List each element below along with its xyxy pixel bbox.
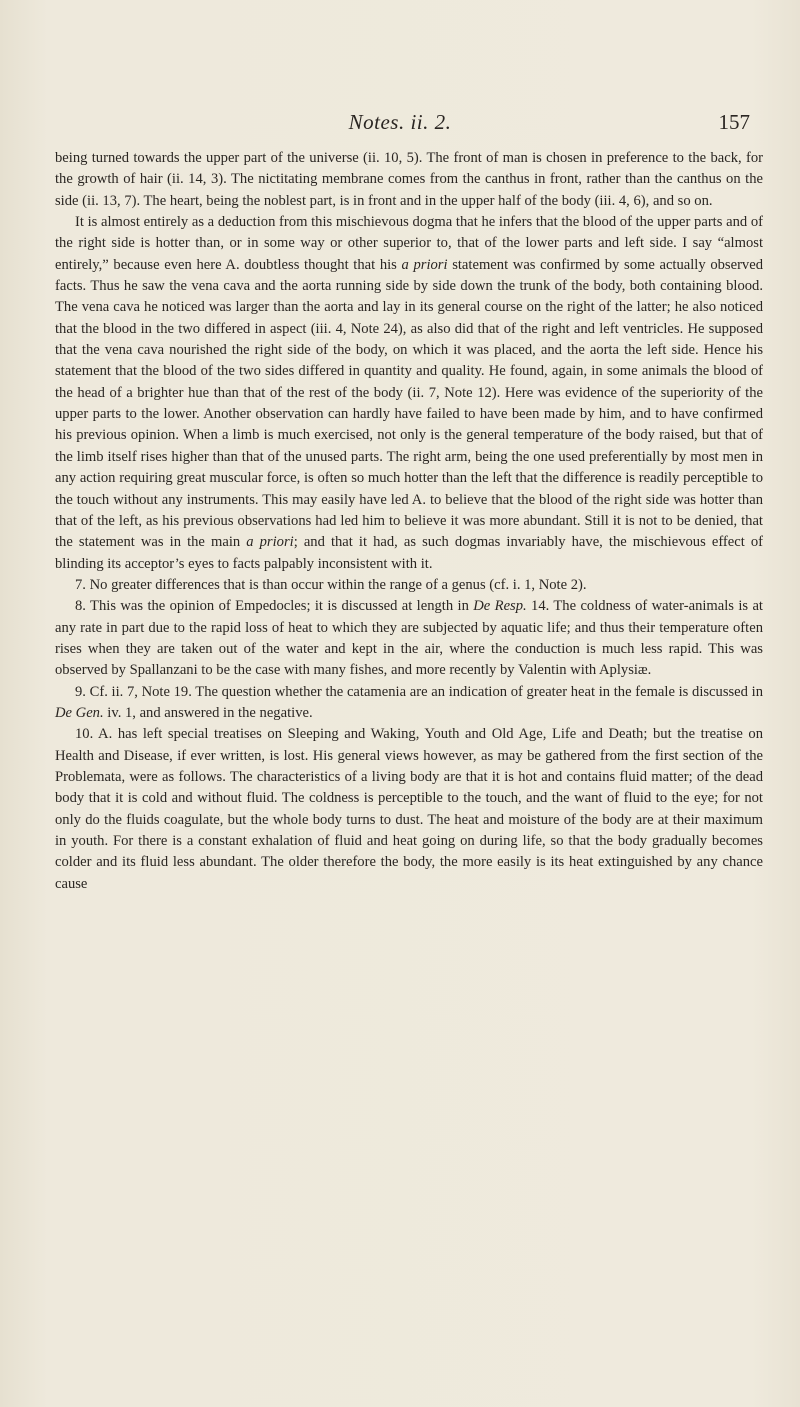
italic-reference: a priori (246, 534, 294, 551)
running-head (0, 110, 800, 140)
note-7: 7. No greater differences that is than occur within the range of a genus (cf. i. 1, Note 2). (75, 576, 587, 593)
paragraph-continuation: being turned towards the upper part of the universe (ii. 10, 5). The front of man is chosen in preference to the back, for the growth of hair (ii. 14, 3). The nictitating membrane comes from the canthus in front, rather than the canthus on the side (ii. 13, 7). The heart, being the noblest part, is in front and in the upper half of the body (iii. 4, 6), and so on. (55, 150, 763, 209)
paragraph-blood-dogma: It is almost entirely as a deduction from this mischievous dogma that he infers that the blood of the upper parts and of the right side is hotter than, or in some way or other superior to, that of the lower parts and left side. I say “almost entirely,” because even here A. doubtless thought that his a priori statement was confirmed by some actually observed facts. Thus he saw the vena cava and the aorta running side by side down the trunk of the body, both containing blood. The vena cava he noticed was larger than the aorta and lay in its general course on the right of the latter; he also noticed that the blood in the two differed in aspect (iii. 4, Note 24), as also did that of the right and left ventricles. He supposed that the vena cava nourished the right side of the body, on which it was placed, and the aorta the left side. Hence his statement that the blood of the two sides differed in quantity and quality. He found, again, in some animals the blood of the head of a brighter hue than that of the rest of the body (ii. 7, Note 12). Here was evidence of the superiority of the upper parts to the lower. Another observation can hardly have failed to have been made by him, and to have confirmed his previous opinion. When a limb is much exercised, not only is the general temperature of the body raised, but that of the limb itself rises higher than that of the unused parts. The right arm, being the one used preferentially by most men in any action requiring great muscular force, is often so much hotter than the left that the difference is readily perceptible to the touch without any instruments. This may easily have led A. to believe that the blood of the right side was hotter than that of the left, as his previous observations had led him to believe it was more abundant. Still it is not to be denied, that the statement was in the main a priori; and that it had, as such dogmas invariably have, the mischievous effect of blinding its acceptor’s eyes to facts palpably inconsistent with it. (55, 214, 764, 572)
italic-reference: a priori (401, 256, 448, 273)
page-number: 157 (718, 110, 750, 134)
italic-reference: De Resp. (473, 598, 527, 615)
note-8: 8. This was the opinion of Empedocles; it is discussed at length in De Resp. 14. The coldness of water-animals is at any rate in part due to the rapid loss of heat to which they are subjected by aquatic life; and thus their temperature often rises when they are taken out of the water and kept in the air, where the conduction is much less rapid. This was observed by Spallanzani to be the case with many fishes, and more recently by Valentin with Aplysiæ. (55, 598, 763, 679)
body-text (55, 148, 763, 895)
note-9: 9. Cf. ii. 7, Note 19. The question whether the catamenia are an indication of greater heat in the female is discussed in De Gen. iv. 1, and answered in the negative. (55, 683, 763, 721)
italic-reference: De Gen. (55, 704, 104, 721)
note-10: 10. A. has left special treatises on Sleeping and Waking, Youth and Old Age, Life and Death; but the treatise on Health and Disease, if ever written, is lost. His general views however, as may be gathered from the first section of the Problemata, were as follows. The characteristics of a living body are that it is hot and contains fluid matter; of the dead body that it is cold and without fluid. The coldness is perceptible to the touch, and the want of fluid to the eye; for not only do the fluids coagulate, but the whole body turns to dust. The heat and moisture of the body are at their maximum in youth. For there is a constant exhalation of fluid and heat going on during life, so that the body gradually becomes colder and its fluid less abundant. The older therefore the body, the more easily is its heat extinguished by any chance cause (55, 726, 763, 892)
running-title: Notes. ii. 2. (348, 110, 452, 134)
